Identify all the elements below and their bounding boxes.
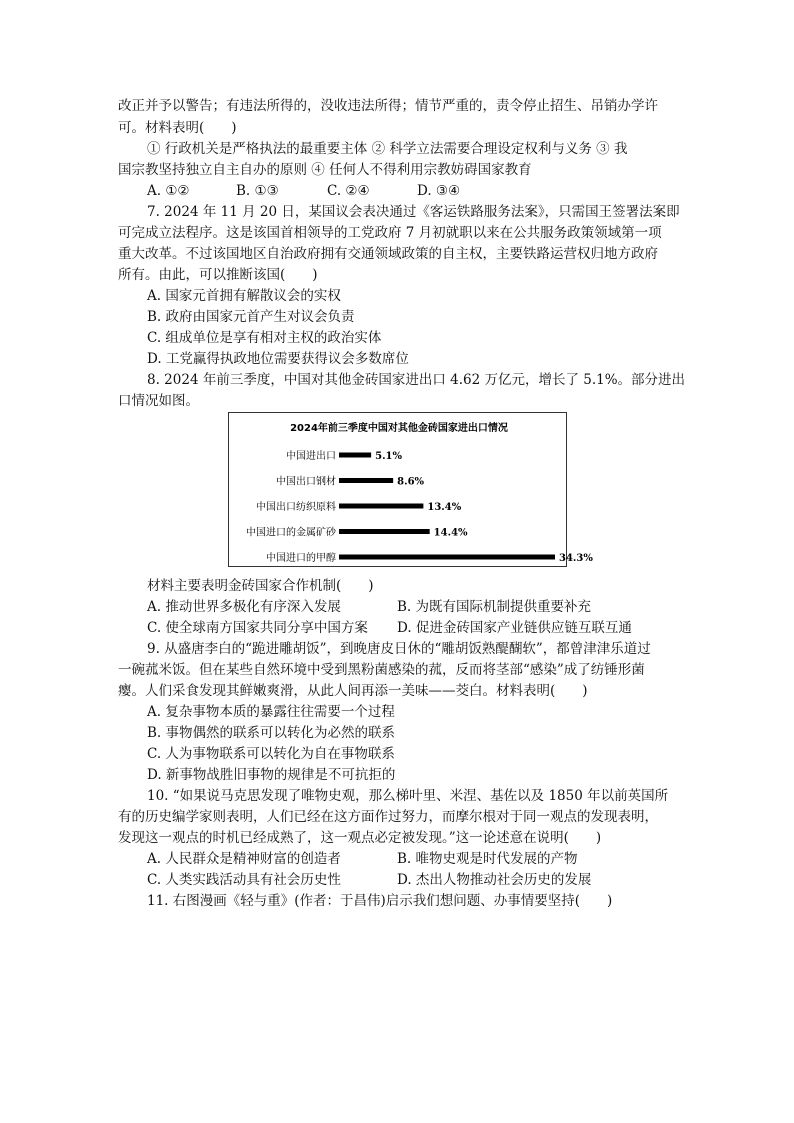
- q9-option-a: A. 复杂事物本质的暴露往往需要一个过程: [147, 704, 395, 720]
- q6-statement-line: ① 行政机关是严格执法的最重要主体 ② 科学立法需要合理设定权利与义务 ③ 我: [147, 141, 628, 157]
- chart-category-label: 中国进口的金属矿砂: [246, 527, 336, 539]
- q10-option-b: B. 唯物史观是时代发展的产物: [397, 851, 578, 867]
- chart-bar: [339, 453, 371, 458]
- q8-text-line: 口情况如图。: [118, 393, 199, 409]
- q7-text-line: 7. 2024 年 11 月 20 日，某国议会表决通过《客运铁路服务法案》，只需国王签署法案即: [147, 204, 680, 220]
- q7-text-line: 所有。由此，可以推断该国( ): [118, 267, 318, 283]
- q7-option-b: B. 政府由国家元首产生对议会负责: [147, 309, 355, 325]
- q6-text-line: 改正并予以警告；有违法所得的，没收违法所得；情节严重的，责令停止招生、吊销办学许: [118, 98, 658, 114]
- bar-chart-svg: [229, 413, 593, 568]
- q10-option-c: C. 人类实践活动具有社会历史性: [147, 872, 341, 888]
- q9-option-c: C. 人为事物联系可以转化为自在事物联系: [147, 746, 395, 762]
- q10-text-line: 有的历史编学家则表明，人们已经在这方面作过努力，而摩尔根对于同一观点的发现表明，: [118, 809, 658, 825]
- q9-option-d: D. 新事物战胜旧事物的规律是不可抗拒的: [147, 767, 396, 783]
- chart-bar: [339, 478, 393, 483]
- q8-option-a: A. 推动世界多极化有序深入发展: [147, 599, 341, 615]
- chart-bar: [339, 529, 430, 534]
- q8-question: 材料主要表明金砖国家合作机制( ): [147, 578, 374, 594]
- q7-option-c: C. 组成单位是享有相对主权的政治实体: [147, 330, 382, 346]
- q9-text-line: 瘿。人们采食发现其鲜嫩爽滑，从此人间再添一美味——茭白。材料表明( ): [118, 683, 588, 699]
- chart-value-label: 5.1%: [375, 451, 403, 462]
- q7-option-d: D. 工党赢得执政地位需要获得议会多数席位: [147, 351, 409, 367]
- q7-text-line: 可完成立法程序。这是该国首相领导的工党政府 7 月初就职以来在公共服务政策领域第一项: [118, 225, 662, 241]
- chart-title: 2024年前三季度中国对其他金砖国家进出口情况: [290, 423, 508, 434]
- q11-text-line: 11. 右图漫画《轻与重》(作者：于昌伟)启示我们想问题、办事情要坚持( ): [147, 893, 613, 909]
- q10-text-line: 发现这一观点的时机已经成熟了，这一观点必定被发现。”这一论述意在说明( ): [118, 830, 602, 846]
- q9-option-b: B. 事物偶然的联系可以转化为必然的联系: [147, 725, 396, 741]
- q6-option-c: C. ②④: [327, 183, 370, 199]
- chart-bar: [339, 504, 423, 509]
- q6-option-b: B. ①③: [236, 183, 279, 199]
- q6-option-a: A. ①②: [147, 183, 190, 199]
- q8-option-b: B. 为既有国际机制提供重要补充: [397, 599, 592, 615]
- q7-option-a: A. 国家元首拥有解散议会的实权: [147, 288, 341, 304]
- chart-category-label: 中国进口的甲醇: [266, 553, 336, 564]
- q6-statement-line: 国宗教坚持独立自主自办的原则 ④ 任何人不得利用宗教妨碍国家教育: [118, 162, 532, 178]
- q10-option-a: A. 人民群众是精神财富的创造者: [147, 851, 341, 867]
- q9-text-line: 一碗菰米饭。但在某些自然环境中受到黑粉菌感染的菰，反而将茎部“感染”成了纺锤形菌: [118, 662, 645, 678]
- chart-bar: [339, 555, 555, 560]
- chart-category-label: 中国出口纺织原料: [256, 502, 336, 513]
- chart-value-label: 13.4%: [427, 502, 462, 513]
- q9-text-line: 9. 从盛唐李白的“跪进雕胡饭”，到晚唐皮日休的“雕胡饭熟醍醐软”，都曾津津乐道过: [147, 641, 651, 657]
- chart-category-label: 中国出口钢材: [276, 476, 336, 488]
- q8-option-c: C. 使全球南方国家共同分享中国方案: [147, 620, 368, 636]
- q6-option-d: D. ③④: [417, 183, 461, 199]
- chart-value-label: 14.4%: [433, 527, 468, 539]
- q8-option-d: D. 促进金砖国家产业链供应链互联互通: [397, 620, 632, 636]
- q8-text-line: 8. 2024 年前三季度，中国对其他金砖国家进出口 4.62 万亿元，增长了 5.1%。部分进出: [147, 372, 686, 388]
- chart-value-label: 8.6%: [397, 476, 425, 488]
- chart-category-label: 中国进出口: [286, 451, 336, 462]
- bar-chart: [228, 412, 593, 567]
- chart-value-label: 34.3%: [559, 553, 593, 564]
- q7-text-line: 重大改革。不过该国地区自治政府拥有交通领域政策的自主权，主要铁路运营权归地方政府: [118, 246, 658, 262]
- q10-text-line: 10. “如果说马克思发现了唯物史观，那么梯叶里、米涅、基佐以及 1850 年以前英国所: [147, 788, 669, 804]
- q10-option-d: D. 杰出人物推动社会历史的发展: [397, 872, 592, 888]
- q6-text-line: 可。材料表明( ): [118, 120, 237, 136]
